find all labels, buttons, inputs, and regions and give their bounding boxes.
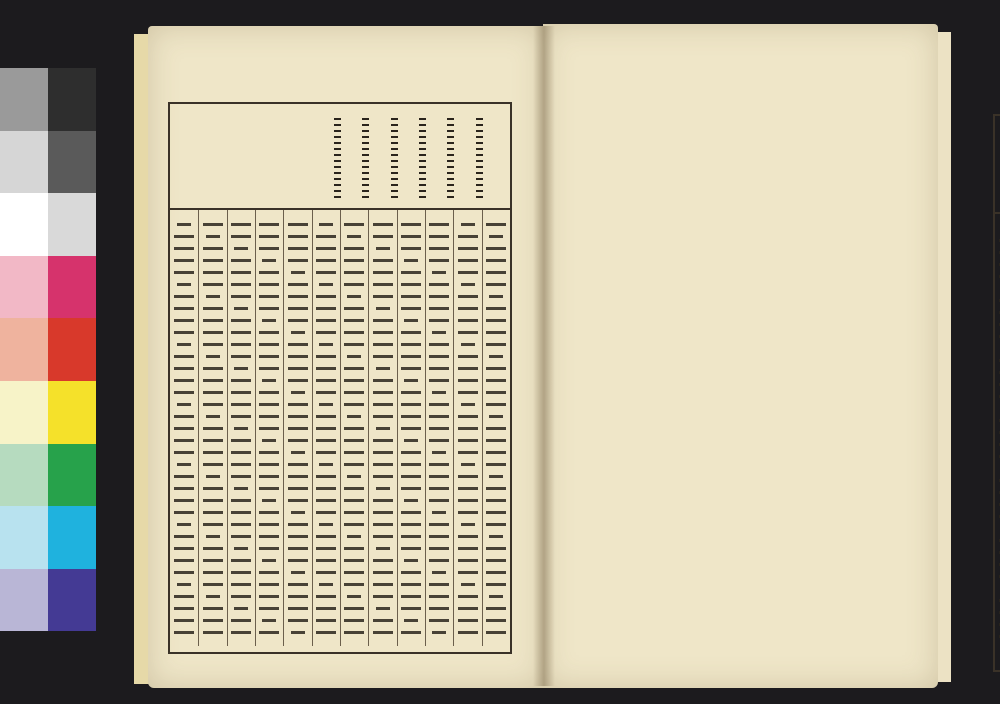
text-column	[483, 214, 509, 634]
color-swatch	[0, 131, 48, 194]
color-swatch	[0, 256, 48, 319]
text-column	[398, 214, 424, 634]
text-column	[341, 214, 367, 634]
text-column	[370, 214, 396, 634]
left-page-frame	[168, 102, 512, 654]
color-swatch	[48, 506, 96, 569]
text-column	[200, 214, 226, 634]
header-text-column	[419, 114, 427, 198]
color-swatch	[0, 506, 48, 569]
header-text-column	[391, 114, 399, 198]
right-page	[543, 24, 938, 688]
text-column	[455, 214, 481, 634]
text-column	[228, 214, 254, 634]
color-calibration-strip	[0, 68, 96, 632]
text-column	[426, 214, 452, 634]
color-swatch	[48, 381, 96, 444]
color-swatch	[48, 444, 96, 507]
text-column	[256, 214, 282, 634]
color-swatch	[48, 256, 96, 319]
color-swatch	[0, 318, 48, 381]
color-swatch	[48, 131, 96, 194]
color-swatch	[0, 68, 48, 131]
color-swatch	[48, 569, 96, 632]
header-text-column	[362, 114, 370, 198]
color-swatch	[0, 381, 48, 444]
color-swatch	[0, 444, 48, 507]
right-page-frame	[993, 114, 1000, 672]
color-swatch	[0, 569, 48, 632]
color-swatch	[0, 193, 48, 256]
header-text-column	[476, 114, 484, 198]
left-page	[148, 26, 543, 688]
color-swatch	[48, 193, 96, 256]
color-swatch	[48, 68, 96, 131]
header-text-column	[334, 114, 342, 198]
text-column	[996, 218, 1000, 650]
header-text-column	[447, 114, 455, 198]
text-column	[313, 214, 339, 634]
text-column	[285, 214, 311, 634]
open-book	[128, 16, 958, 696]
book-gutter	[533, 26, 555, 686]
color-swatch	[48, 318, 96, 381]
right-page-header	[995, 116, 1000, 214]
text-column	[171, 214, 197, 634]
